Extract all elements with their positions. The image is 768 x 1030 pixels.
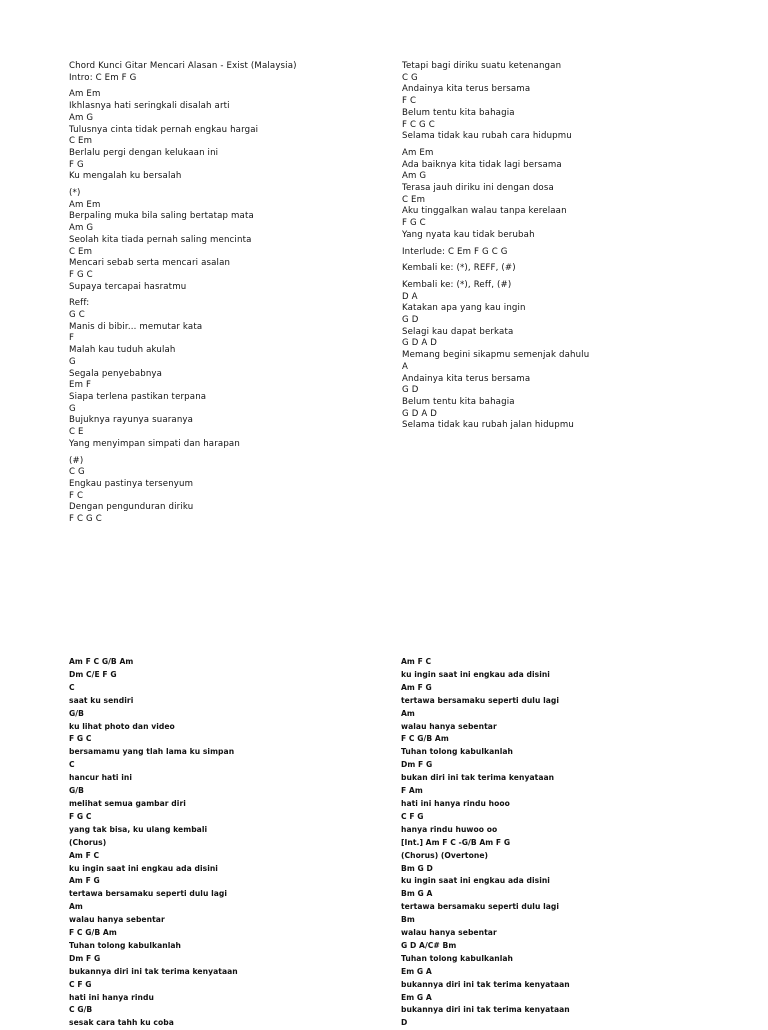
lyric-line: G C <box>69 310 85 321</box>
lyric-line: C Em <box>402 194 426 205</box>
lyric-line: C G/B <box>69 1005 93 1015</box>
lyric-line: Bm <box>401 915 415 925</box>
lyric-line: Chord Kunci Gitar Mencari Alasan - Exist (Malaysia) <box>69 61 297 71</box>
lyric-line: C F G <box>69 979 92 989</box>
lyric-line: F G C <box>69 811 92 821</box>
lyric-line: Belum tentu kita bahagia <box>402 107 515 118</box>
lyric-line: G/B <box>69 708 84 718</box>
lyric-line: D <box>401 1018 408 1028</box>
lyric-line: G D A D <box>402 408 438 419</box>
lyric-line: tertawa bersamaku seperti dulu lagi <box>401 902 560 912</box>
lyric-line: bukannya diri ini tak terima kenyataan <box>69 966 238 976</box>
lyric-line: hati ini hanya rindu <box>69 992 154 1002</box>
page1-left-column <box>69 61 297 526</box>
lyric-line: Berpaling muka bila saling bertatap mata <box>69 211 254 222</box>
lyric-line: F C G/B Am <box>401 734 449 744</box>
lyric-line: (#) <box>69 455 84 466</box>
lyric-line: Tuhan tolong kabulkanlah <box>69 940 182 950</box>
lyric-line: Bm G A <box>401 889 433 899</box>
lyric-line: G D A/C# Bm <box>401 940 457 950</box>
lyric-line: G D <box>402 315 419 326</box>
page2-right-column <box>401 656 570 1030</box>
lyric-line: Mencari sebab serta mencari asalan <box>69 258 231 269</box>
lyric-line: Am F G <box>69 876 100 886</box>
lyric-line: G D <box>402 385 419 396</box>
lyric-line: Ikhlasnya hati seringkali disalah arti <box>69 101 230 112</box>
lyric-line: bukan diri ini tak terima kenyataan <box>401 773 555 783</box>
page2-left-column <box>69 656 238 1030</box>
lyric-line: A <box>402 361 409 372</box>
lyric-line: Am F C G/B Am <box>69 657 134 666</box>
lyric-line: G <box>69 403 76 414</box>
lyric-line: G <box>69 356 76 367</box>
lyric-line: (Chorus) (Overtone) <box>401 850 489 860</box>
page1-right-column <box>402 61 589 432</box>
lyric-line: Dm C/E F G <box>69 669 117 679</box>
lyric-line: Yang nyata kau tidak berubah <box>402 229 535 240</box>
lyric-line: Am G <box>69 223 94 234</box>
lyric-line: Am Em <box>69 199 101 210</box>
lyric-line: walau hanya sebentar <box>69 915 165 925</box>
lyric-line: F C G C <box>402 119 435 130</box>
lyric-line: ku ingin saat ini engkau ada disini <box>69 863 218 873</box>
lyric-line: C F G <box>401 811 424 821</box>
lyric-line: walau hanya sebentar <box>401 928 497 938</box>
lyric-line: D A <box>402 291 418 302</box>
lyric-line: F G C <box>69 269 93 280</box>
lyric-line: C <box>69 682 75 692</box>
lyric-line: Am <box>69 902 83 912</box>
lyric-line: C G <box>402 72 418 83</box>
lyric-line: F Am <box>401 786 423 796</box>
lyric-line: Memang begini sikapmu semenjak dahulu <box>402 350 590 361</box>
lyric-line: Intro: C Em F G <box>69 72 137 83</box>
lyric-line: G/B <box>69 786 84 796</box>
lyric-line: Am G <box>402 171 427 182</box>
lyric-line: Bujuknya rayunya suaranya <box>69 415 194 426</box>
lyric-line: bersamamu yang tlah lama ku simpan <box>69 747 235 757</box>
lyric-line: Yang menyimpan simpati dan harapan <box>69 438 240 449</box>
lyric-line: Manis di bibir... memutar kata <box>69 321 203 332</box>
lyric-line: (Chorus) <box>69 837 107 847</box>
lyric-line: C <box>69 760 75 770</box>
lyric-line: tertawa bersamaku seperti dulu lagi <box>69 889 228 899</box>
lyric-line: Em F <box>69 380 92 391</box>
lyric-line: Andainya kita terus bersama <box>402 84 531 95</box>
lyric-line: Kembali ke: (*), REFF, (#) <box>402 263 516 274</box>
lyric-line: C E <box>69 427 84 438</box>
lyric-line: Ku mengalah ku bersalah <box>69 171 182 182</box>
lyric-line: F G C <box>402 218 426 229</box>
lyric-line: Am Em <box>402 147 434 158</box>
lyric-line: Andainya kita terus bersama <box>402 373 531 384</box>
lyric-line: Tulusnya cinta tidak pernah engkau hargai <box>69 124 259 135</box>
lyric-line: hati ini hanya rindu hooo <box>401 798 510 808</box>
lyric-line: melihat semua gambar diri <box>69 798 186 808</box>
lyric-line: Interlude: C Em F G C G <box>402 246 508 257</box>
lyric-line: Dm F G <box>69 953 101 963</box>
lyric-line: ku ingin saat ini engkau ada disini <box>401 669 550 679</box>
lyric-line: Em G A <box>401 966 432 976</box>
lyric-line: Katakan apa yang kau ingin <box>402 303 526 314</box>
lyric-line: G D A D <box>402 338 438 349</box>
lyric-line: F C G/B Am <box>69 928 117 938</box>
lyric-line: C G <box>69 467 85 478</box>
lyric-line: Am G <box>69 112 94 123</box>
lyric-line: F C <box>402 96 417 107</box>
lyric-line: Ada baiknya kita tidak lagi bersama <box>402 159 562 170</box>
lyric-line: C Em <box>69 136 93 147</box>
lyric-line: Em G A <box>401 992 432 1002</box>
lyric-line: Dm F G <box>401 760 433 770</box>
lyric-line: Tetapi bagi diriku suatu ketenangan <box>402 61 562 71</box>
lyric-line: Selama tidak kau rubah jalan hidupmu <box>402 420 574 431</box>
lyric-line: Malah kau tuduh akulah <box>69 345 176 356</box>
lyric-line: hancur hati ini <box>69 773 133 783</box>
lyric-line: Segala penyebabnya <box>69 368 163 379</box>
lyric-line: Selama tidak kau rubah cara hidupmu <box>402 131 572 142</box>
lyric-line: C Em <box>69 246 93 257</box>
lyric-line: F G <box>69 159 84 170</box>
lyric-line: walau hanya sebentar <box>401 721 497 731</box>
lyric-line: bukannya diri ini tak terima kenyataan <box>401 1005 570 1015</box>
lyric-line: Am F C <box>401 657 432 666</box>
lyric-line: Reff: <box>69 298 90 309</box>
lyric-line: Seolah kita tiada pernah saling mencinta <box>69 234 252 245</box>
lyric-line: saat ku sendiri <box>69 695 134 705</box>
lyric-line: sesak cara tahh ku coba <box>69 1018 174 1028</box>
lyric-line: F C G C <box>69 514 102 525</box>
lyric-line: F C <box>69 490 84 501</box>
lyric-line: Engkau pastinya tersenyum <box>69 478 194 489</box>
lyric-line: bukannya diri ini tak terima kenyataan <box>401 979 570 989</box>
lyric-line: Selagi kau dapat berkata <box>402 326 514 337</box>
lyric-line: Am Em <box>69 89 101 100</box>
lyric-line: Tuhan tolong kabulkanlah <box>401 747 514 757</box>
lyric-line: Tuhan tolong kabulkanlah <box>401 953 514 963</box>
lyric-line: Siapa terlena pastikan terpana <box>69 391 207 402</box>
lyric-line: F G C <box>69 734 92 744</box>
lyric-line: Supaya tercapai hasratmu <box>69 281 187 292</box>
lyric-line: Am F C <box>69 850 100 860</box>
lyric-line: hanya rindu huwoo oo <box>401 824 498 834</box>
lyric-line: tertawa bersamaku seperti dulu lagi <box>401 695 560 705</box>
lyric-line: [Int.] Am F C -G/B Am F G <box>401 837 511 847</box>
lyric-line: Dengan pengunduran diriku <box>69 502 194 513</box>
lyric-line: ku ingin saat ini engkau ada disini <box>401 876 550 886</box>
lyric-line: yang tak bisa, ku ulang kembali <box>69 824 208 834</box>
lyric-line: Am <box>401 708 415 718</box>
lyric-line: Bm G D <box>401 863 433 873</box>
lyric-line: Am F G <box>401 682 432 692</box>
lyric-line: Belum tentu kita bahagia <box>402 396 515 407</box>
lyric-line: (*) <box>69 188 81 199</box>
lyric-line: Terasa jauh diriku ini dengan dosa <box>402 183 554 194</box>
lyric-line: F <box>69 333 75 344</box>
lyric-line: Berlalu pergi dengan kelukaan ini <box>69 147 219 158</box>
lyric-line: Aku tinggalkan walau tanpa kerelaan <box>402 206 567 217</box>
lyric-line: ku lihat photo dan video <box>69 721 175 731</box>
lyric-line: Kembali ke: (*), Reff, (#) <box>402 279 512 290</box>
